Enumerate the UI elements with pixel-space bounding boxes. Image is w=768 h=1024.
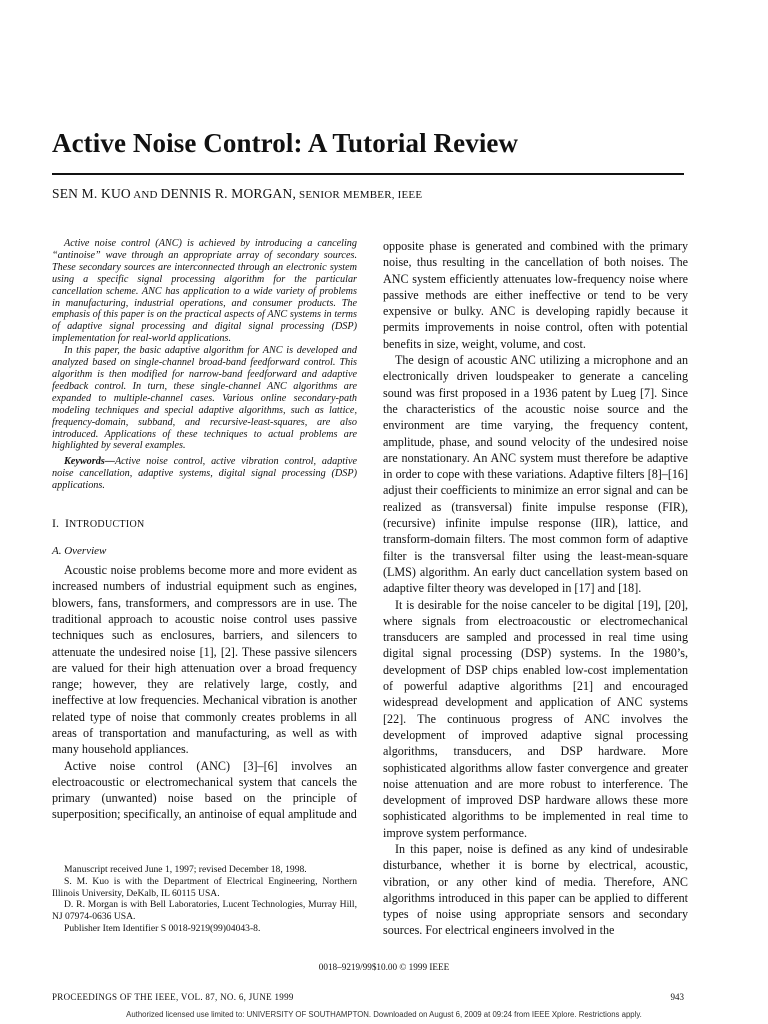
author-role: SENIOR MEMBER, IEEE <box>296 189 423 201</box>
author-line <box>52 186 422 202</box>
paper-title: Active Noise Control: A Tutorial Review <box>52 128 519 158</box>
section-title-rest: NTRODUCTION <box>69 519 145 531</box>
keywords-label: Keywords— <box>64 456 115 468</box>
section-number: I. <box>52 516 59 531</box>
title-rule <box>52 173 684 175</box>
section-heading <box>52 516 357 531</box>
body-paragraph: Active noise control (ANC) [3]–[6] involves an electroacoustic or electromechanical system that cancels the primary (unwanted) noise based on the principle of superposition; specifically, an antinoise of equal amplitude and <box>52 758 357 822</box>
page-number: 943 <box>670 992 684 1002</box>
left-column <box>52 238 357 823</box>
author-morgan: DENNIS R. MORGAN, <box>160 186 297 201</box>
author-kuo: SEN M. KUO <box>52 186 131 201</box>
footnote: S. M. Kuo is with the Department of Electrical Engineering, Northern Illinois University, DeKalb, IL 60115 USA. <box>52 875 357 899</box>
journal-footer: PROCEEDINGS OF THE IEEE, VOL. 87, NO. 6, JUNE 1999 <box>52 992 294 1002</box>
body-paragraph: The design of acoustic ANC utilizing a microphone and an electronically driven loudspeaker to generate a canceling sound was first proposed in a 1936 patent by Lueg [7]. Since the characteristics of the acoustic noise source and the environment are time varying, the frequency content, amplitude, phase, and sound velocity of the undesired noise are nonstationary. An ANC system must therefore be adaptive in order to cope with these variations. Adaptive filters [8]–[16] adjust their coefficients to minimize an error signal and can be realized as (transversal) finite impulse response (FIR), (recursive) infinite impulse response (IIR), lattice, and transform-domain filters. The most common form of adaptive filter is the transversal filter using the least-mean-square (LMS) algorithm. An early duct cancellation system based on adaptive filter theory was developed in [17] and [18]. <box>383 353 688 596</box>
abstract <box>52 238 357 492</box>
body-paragraph: In this paper, noise is defined as any kind of undesirable disturbance, whether it is borne by electrical, acoustic, vibration, or any other kind of media. Therefore, ANC algorithms introduced in this paper can be applied to different types of noise using appropriate sensors and secondary sources. For electrical engineers involved in the <box>383 841 688 938</box>
copyright-line: 0018–9219/99$10.00 © 1999 IEEE <box>318 962 450 972</box>
footnote: Manuscript received June 1, 1997; revised December 18, 1998. <box>64 864 307 875</box>
license-notice: Authorized licensed use limited to: UNIVERSITY OF SOUTHAMPTON. Downloaded on August 6, 2009 at 09:24 from IEEE Xplore. Restrictions apply. <box>126 1010 642 1019</box>
footnote: D. R. Morgan is with Bell Laboratories, Lucent Technologies, Murray Hill, NJ 07974-0636 USA. <box>52 899 357 923</box>
body-paragraph: opposite phase is generated and combined with the primary noise, thus resulting in the cancellation of both noises. The ANC system efficiently attenuates low-frequency noise where passive methods are either ineffective or tend to be very expensive or bulky. ANC is developing rapidly because it permits improvements in noise control, often with potential benefits in size, weight, volume, and cost. <box>383 239 688 351</box>
abstract-paragraph-1: Active noise control (ANC) is achieved by introducing a canceling “antinoise” wave through an appropriate array of secondary sources. These secondary sources are interconnected through an electronic system using a specific signal processing algorithm for the particular cancellation scheme. ANC has application to a wide variety of problems in manufacturing, industrial operations, and consumer products. The emphasis of this paper is on the practical aspects of ANC systems in terms of adaptive signal processing and digital signal processing (DSP) implementation for real-world applications. <box>52 238 357 345</box>
author-conjunction: AND <box>130 189 161 201</box>
footnotes <box>52 864 357 935</box>
left-body <box>52 562 357 823</box>
keywords <box>52 456 357 492</box>
section-initial: I <box>65 516 69 531</box>
body-paragraph: Acoustic noise problems become more and more evident as increased numbers of industrial equipment such as engines, blowers, fans, transformers, and compressors are in use. The traditional approach to acoustic noise control uses passive techniques such as enclosures, barriers, and silencers to attenuate the undesired noise [1], [2]. These passive silencers are valued for their high attenuation over a broad frequency range; however, they are relatively large, costly, and ineffective at low frequencies. Mechanical vibration is another related type of noise that commonly creates problems in all areas of transportation and manufacturing, as well as with many household appliances. <box>52 563 357 757</box>
body-paragraph: It is desirable for the noise canceler to be digital [19], [20], where signals from electroacoustic or electromechanical transducers are sampled and processed in real time using digital signal processing (DSP) systems. In the 1980’s, development of DSP chips enabled low-cost implementation of powerful adaptive algorithms [21] and encouraged widespread development and application of ANC systems [22]. The continuous progress of ANC involves the development of improved adaptive signal processing algorithms, transducers, and DSP hardware. More sophisticated algorithms allow faster convergence and greater noise attenuation and are more robust to interference. The development of improved DSP hardware allows these more sophisticated algorithms to be implemented in real time to improve system performance. <box>383 597 688 840</box>
keywords-text: Active noise control, active vibration control, adaptive noise cancellation, adaptive systems, digital signal processing (DSP) applications. <box>52 456 357 492</box>
subsection-heading: A. Overview <box>52 545 107 558</box>
footnote: Publisher Item Identifier S 0018-9219(99)04043-8. <box>64 922 261 934</box>
abstract-paragraph-2: In this paper, the basic adaptive algorithm for ANC is developed and analyzed based on single-channel broad-band feedforward control. This algorithm is then modified for narrow-band feedforward and adaptive feedback control. In turn, these single-channel ANC algorithms are expanded to multiple-channel cases. Various online secondary-path modeling techniques and special adaptive algorithms, such as lattice, frequency-domain, subband, and recursive-least-squares, are also introduced. Applications of these techniques to actual problems are highlighted by several examples. <box>52 345 357 452</box>
right-column <box>383 238 688 939</box>
